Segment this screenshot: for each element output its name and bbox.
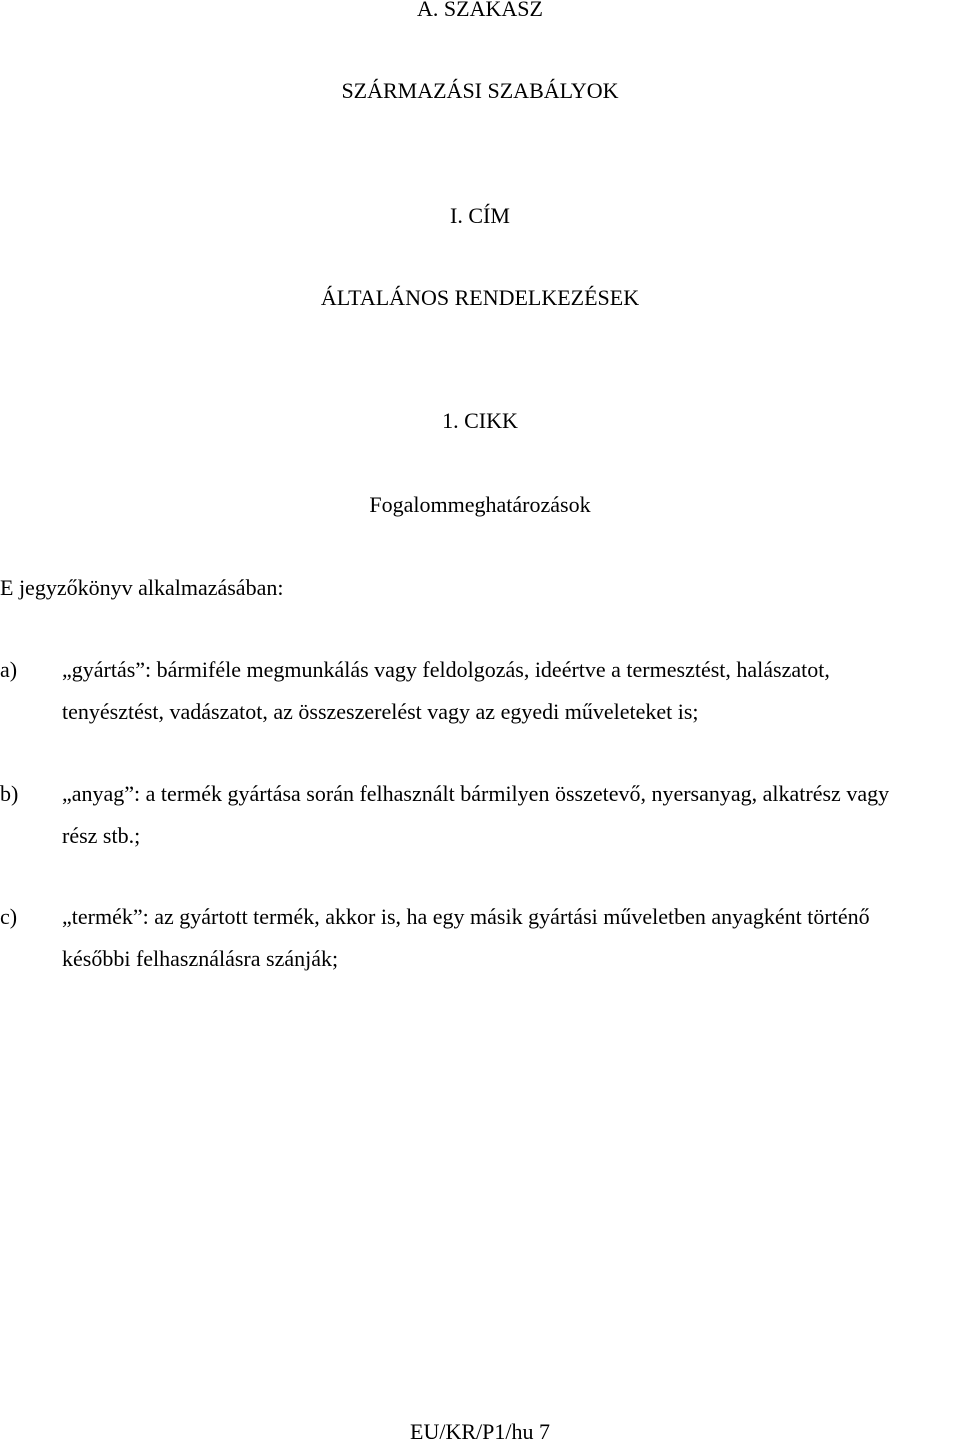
item-label: c) (0, 904, 18, 929)
item-text-line2: későbbi felhasználásra szánják; (62, 946, 339, 971)
article-number: 1. CIKK (442, 408, 518, 433)
article-name: Fogalommeghatározások (369, 492, 591, 517)
item-label: b) (0, 781, 19, 806)
title-name: ÁLTALÁNOS RENDELKEZÉSEK (320, 285, 640, 310)
item-text-line2: rész stb.; (62, 823, 141, 848)
item-text-line1: „termék”: az gyártott termék, akkor is, ha egy másik gyártási műveletben anyagként történő (62, 904, 870, 929)
item-text-line1: „anyag”: a termék gyártása során felhasznált bármilyen összetevő, nyersanyag, alkatrész vagy (62, 781, 890, 806)
item-text-line1: „gyártás”: bármiféle megmunkálás vagy feldolgozás, ideértve a termesztést, halászatot, (62, 657, 830, 682)
intro-text: E jegyzőkönyv alkalmazásában: (0, 575, 284, 600)
page-footer: EU/KR/P1/hu 7 (410, 1419, 550, 1444)
section-heading: A. SZAKASZ (417, 0, 543, 21)
item-label: a) (0, 657, 18, 682)
title-number: I. CÍM (450, 203, 510, 228)
section-title: SZÁRMAZÁSI SZABÁLYOK (341, 78, 619, 103)
item-text-line2: tenyésztést, vadászatot, az összeszerelést vagy az egyedi műveleteket is; (62, 699, 699, 724)
